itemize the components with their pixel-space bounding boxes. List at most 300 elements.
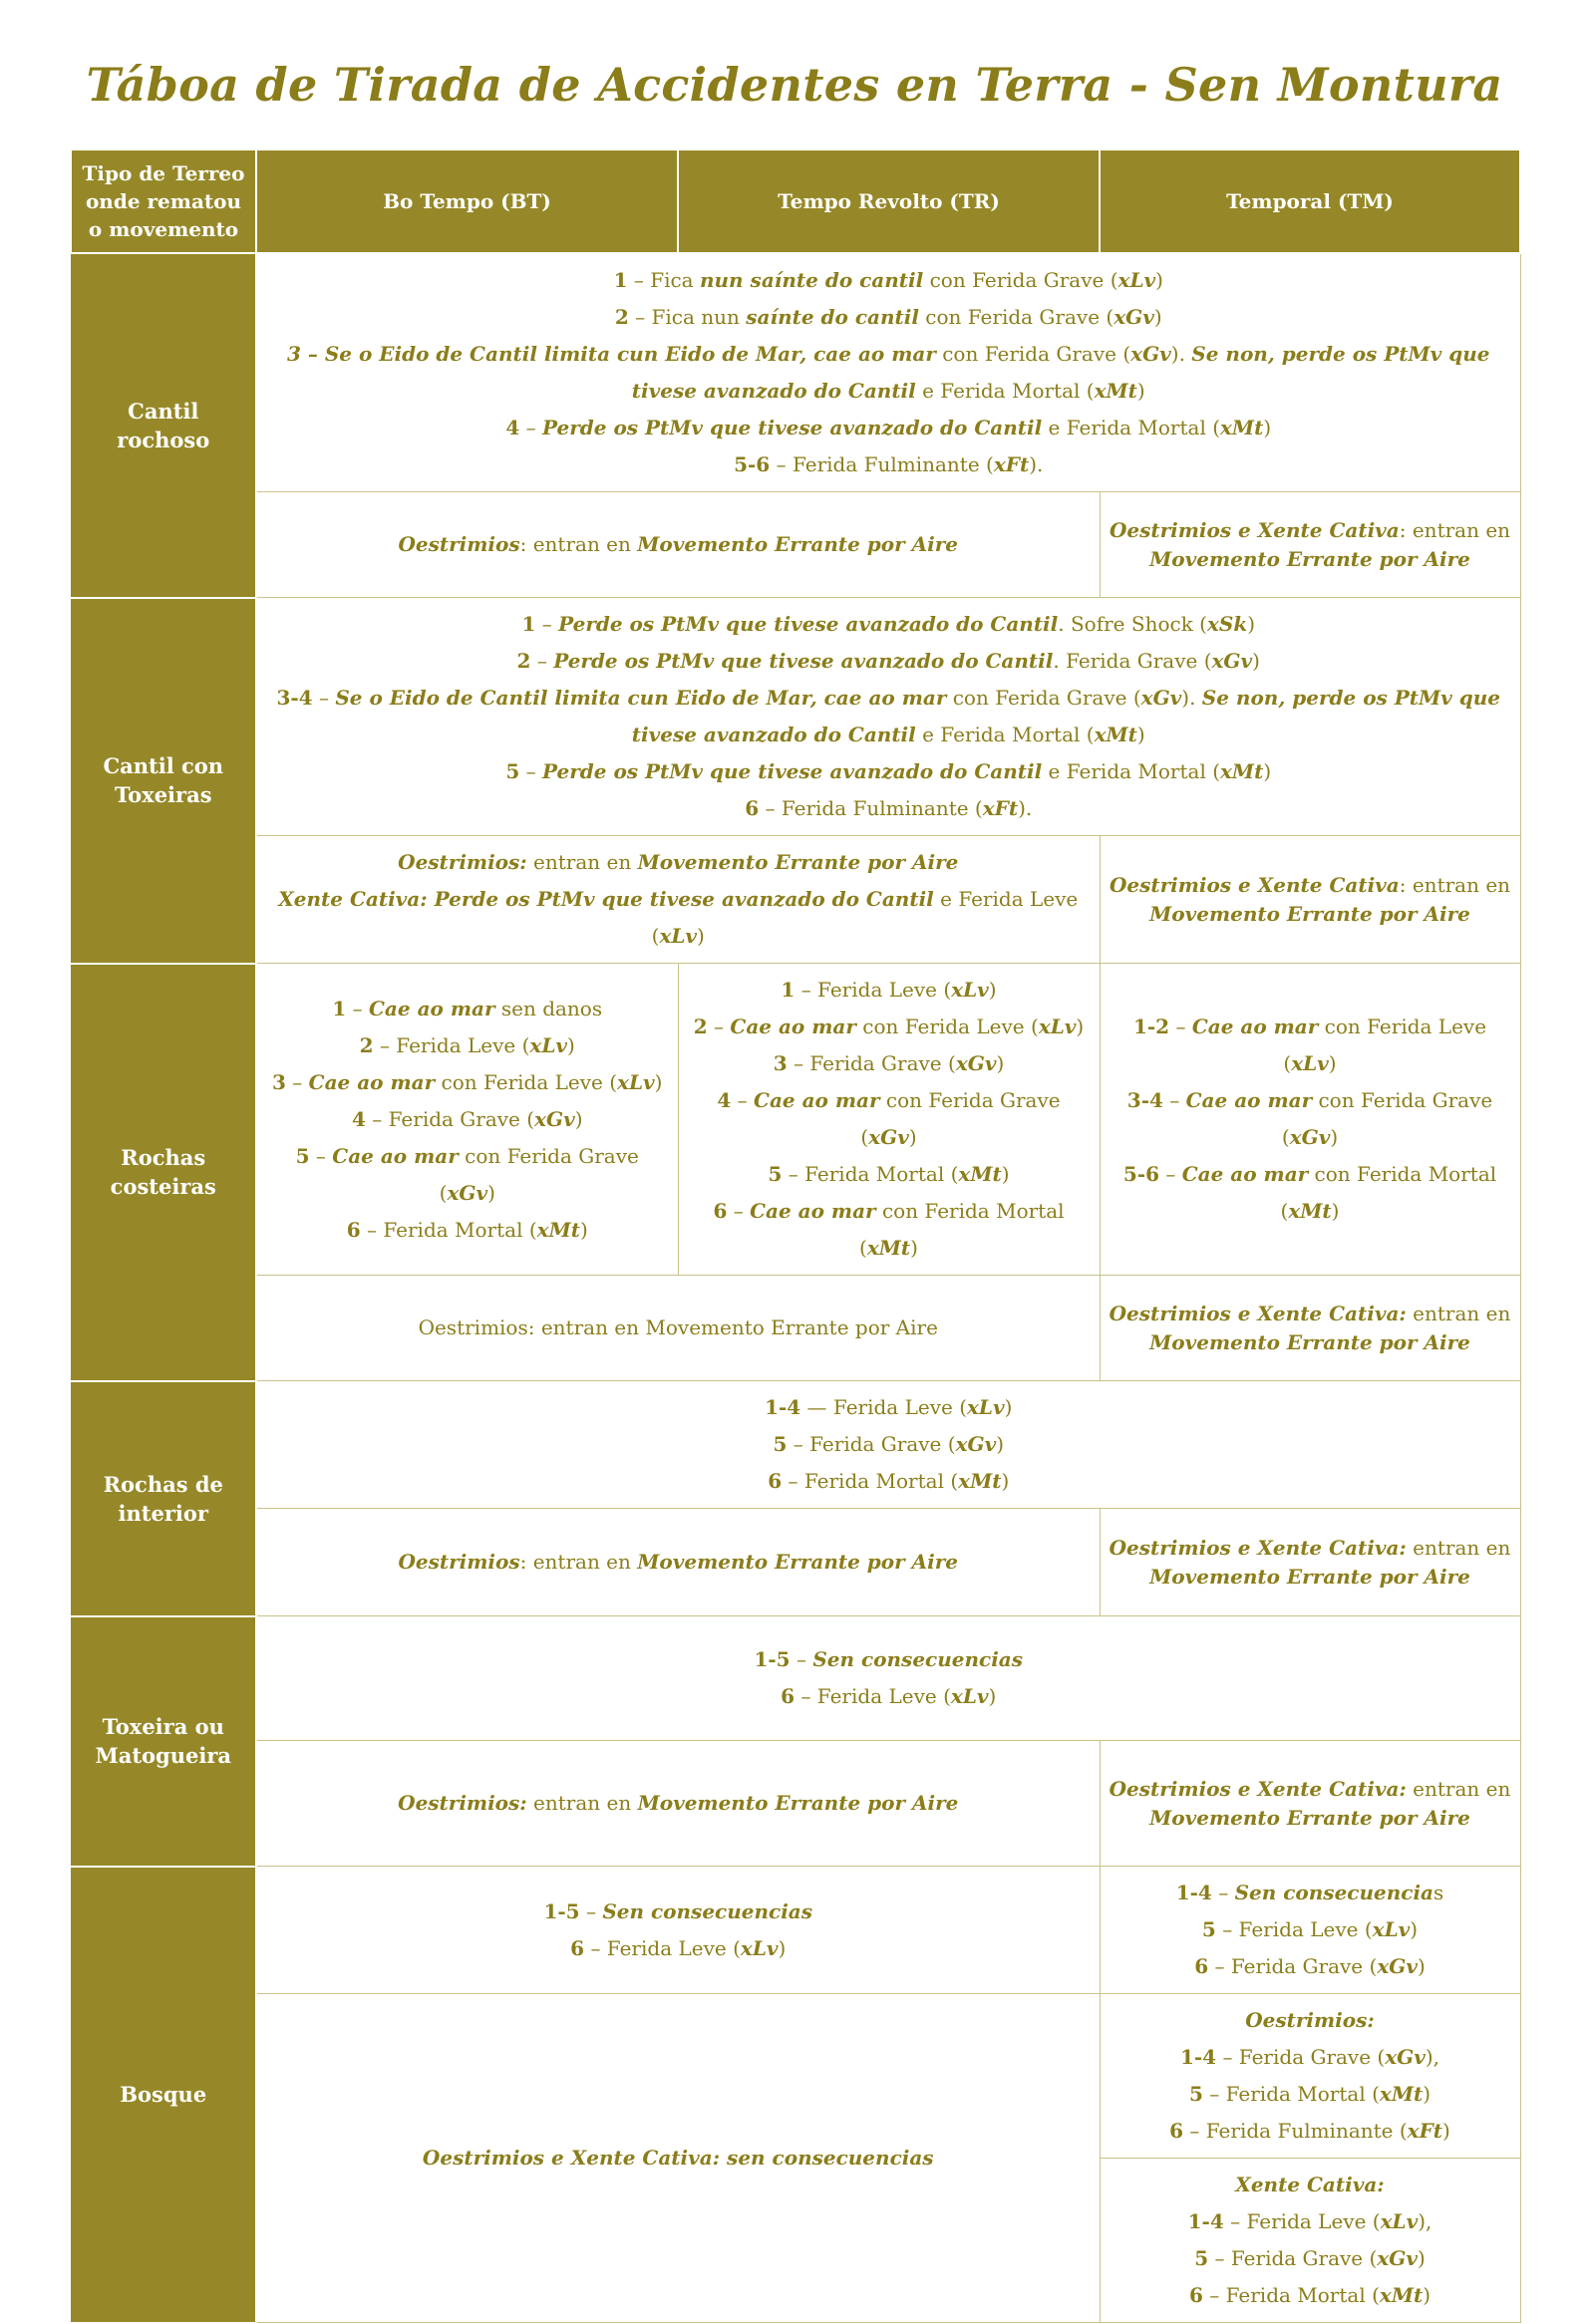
text-segment: – Ferida Fulminante ( <box>759 796 983 820</box>
text-segment: ) <box>1155 268 1163 292</box>
text-segment: xLv <box>529 1032 567 1057</box>
text-line <box>265 790 1512 827</box>
text-segment: Se non, perde os PtMv que tivese avanzado do Cantil <box>631 342 1490 403</box>
text-segment: ) <box>1330 1125 1339 1149</box>
table-row <box>71 492 1520 598</box>
cell-cantil-toxeiras-results <box>256 598 1520 836</box>
text-line <box>1109 2076 1512 2113</box>
text-line <box>687 1193 1092 1267</box>
text-segment: con Ferida Grave ( <box>935 342 1131 366</box>
text-segment: ). <box>1029 452 1044 476</box>
text-segment: xGv <box>1211 649 1253 673</box>
text-line <box>265 1930 1092 1967</box>
text-segment: ) <box>1263 759 1272 783</box>
text-segment: 6 <box>346 1217 361 1242</box>
text-segment: e Ferida Mortal ( <box>915 379 1095 403</box>
cell-cantil-rochoso-results <box>256 253 1520 492</box>
text-segment: – Ferida Grave ( <box>787 1432 956 1456</box>
text-segment: xGv <box>955 1051 997 1075</box>
text-segment: 5 <box>1194 2246 1209 2270</box>
text-line <box>265 336 1512 410</box>
text-segment: Sen consecuencia <box>1234 1881 1434 1904</box>
text-segment: entran en <box>1406 1301 1511 1325</box>
text-segment: xLv <box>740 1935 779 1960</box>
text-segment: xLv <box>951 978 989 1002</box>
cell-toxeira-results <box>256 1616 1520 1741</box>
text-segment: con Ferida Grave ( <box>946 686 1141 710</box>
text-segment: – Ferida Leve ( <box>1223 2209 1381 2233</box>
text-segment: Cae ao mar <box>1181 1162 1309 1186</box>
text-segment: Movemento Errante por Aire <box>1149 1329 1470 1354</box>
text-segment: Movemento Errante por Aire <box>637 532 959 556</box>
text-line <box>265 606 1512 643</box>
text-segment: 1-5 <box>543 1898 580 1923</box>
text-segment: xGv <box>1377 2246 1418 2270</box>
text-segment: ) <box>1417 1954 1426 1978</box>
text-segment: – <box>707 1015 731 1038</box>
text-segment: xLv <box>1372 1917 1411 1941</box>
text-segment: 3-4 <box>1126 1088 1163 1112</box>
text-segment: Perde os PtMv que tivese avanzado do Cantil <box>542 759 1043 783</box>
text-segment: ) <box>1410 1917 1419 1941</box>
text-line <box>687 1009 1092 1045</box>
table-row <box>71 1867 1520 1994</box>
text-segment: – Ferida Grave ( <box>365 1106 535 1131</box>
text-segment: xFt <box>993 452 1030 476</box>
table-row <box>71 1381 1520 1509</box>
text-segment: : entran en <box>519 1550 638 1574</box>
text-segment: Sen consecuencias <box>812 1647 1024 1671</box>
text-segment: Oestrimios: <box>1245 2008 1375 2032</box>
text-segment: Oestrimios e Xente Cativa: sen consecuencias <box>422 2146 934 2170</box>
text-segment: – <box>579 1898 603 1923</box>
text-segment: con Ferida Grave ( <box>1281 1088 1493 1149</box>
text-line <box>265 844 1092 881</box>
text-segment: : entran en <box>1399 517 1511 542</box>
text-line <box>265 753 1512 790</box>
text-segment: saínte do cantil <box>746 305 919 329</box>
accident-table <box>70 148 1521 2324</box>
text-segment: Cae ao mar <box>750 1199 876 1223</box>
page-title: Táboa de Tirada de Accidentes en Terra - Sen Montura <box>86 58 1503 112</box>
table-row <box>71 1994 1520 2159</box>
text-line <box>1109 2277 1512 2314</box>
text-line <box>265 262 1512 299</box>
text-segment: 3 <box>773 1051 788 1075</box>
text-line <box>265 881 1092 955</box>
text-line <box>265 1678 1512 1715</box>
text-line <box>1109 2203 1512 2240</box>
cell-bosque-tm <box>1100 1867 1520 1994</box>
row-label-rochas-costeiras: Rochas costeiras <box>71 964 256 1381</box>
cell-rochas-costeiras-tm <box>1100 964 1520 1276</box>
cell-toxeira-left <box>256 1741 1100 1867</box>
text-segment: xSk <box>1206 612 1248 636</box>
text-segment: – Ferida Mortal ( <box>1202 2082 1380 2106</box>
cell-cantil-toxeiras-temporal-note <box>1100 836 1520 964</box>
text-segment: – Ferida Grave ( <box>787 1051 956 1075</box>
text-segment: ). <box>1170 342 1192 366</box>
text-segment: – Fica <box>627 268 700 292</box>
text-line <box>265 1463 1512 1500</box>
text-segment: ) <box>1263 416 1272 439</box>
text-segment: ) <box>1001 1162 1010 1186</box>
cell-rochas-costeiras-temporal-note <box>1100 1276 1520 1381</box>
text-segment: con Ferida Grave ( <box>439 1143 639 1205</box>
text-line <box>1109 871 1512 900</box>
text-segment: xGv <box>1377 1954 1418 1978</box>
text-segment: – Ferida Leve ( <box>373 1032 530 1057</box>
text-segment: – <box>285 1069 309 1094</box>
text-segment: Perde os PtMv que tivese avanzado do Cantil <box>553 649 1054 673</box>
text-segment: 1-4 <box>1187 2209 1224 2233</box>
text-segment: 6 <box>1194 1954 1209 1978</box>
text-segment: con Ferida Mortal ( <box>1280 1162 1497 1223</box>
text-segment: ) <box>1136 723 1145 746</box>
text-segment: 5 <box>505 759 520 783</box>
text-segment: ) <box>1252 649 1260 673</box>
text-segment: 3 – Se o Eido de Cantil limita cun Eido de Mar, cae ao mar <box>286 342 936 366</box>
text-segment: Oestrimios e Xente Cativa: <box>1109 1301 1407 1325</box>
text-segment: – <box>346 996 370 1020</box>
text-line <box>265 1389 1512 1426</box>
text-segment: ) <box>1328 1051 1337 1075</box>
text-segment: ) <box>988 1684 997 1708</box>
text-segment: 4 <box>505 416 520 439</box>
text-segment: xLv <box>1291 1051 1329 1075</box>
text-segment: 3 <box>272 1069 286 1094</box>
text-line <box>265 1893 1092 1930</box>
cell-cantil-toxeiras-left <box>256 836 1100 964</box>
text-line <box>265 991 670 1027</box>
text-line <box>1109 2039 1512 2076</box>
text-segment: : entran en <box>1399 872 1511 897</box>
text-line <box>265 680 1512 753</box>
text-segment: s <box>1433 1881 1444 1904</box>
text-segment: con Ferida Leve ( <box>1283 1015 1487 1075</box>
row-label-rochas-interior: Rochas de interior <box>71 1381 256 1616</box>
text-segment: Oestrimios e Xente Cativa <box>1109 517 1400 542</box>
text-segment: con Ferida Mortal ( <box>859 1199 1065 1260</box>
text-segment: xGv <box>1130 342 1171 366</box>
text-segment: Movemento Errante por Aire <box>1149 1805 1470 1830</box>
text-segment: – Ferida Mortal ( <box>1202 2283 1380 2307</box>
text-segment: 1 <box>613 268 628 292</box>
text-segment: Oestrimios: entran en Movemento Errante por Aire <box>418 1315 938 1339</box>
text-segment: 3-4 <box>276 686 313 710</box>
text-segment: ) <box>1136 379 1145 403</box>
text-segment: 5-6 <box>1122 1162 1159 1186</box>
text-segment: Perde os PtMv que tivese avanzado do Cantil <box>542 416 1043 439</box>
cell-bosque-bt-tr <box>256 1867 1100 1994</box>
row-label-cantil-rochoso: Cantil rochoso <box>71 253 256 598</box>
text-segment: 5 <box>768 1162 783 1186</box>
header-terrain: Tipo de Terreo onde rematou o movemento <box>71 149 256 253</box>
text-segment: con Ferida Leve ( <box>855 1015 1039 1038</box>
text-segment: ), <box>1425 2045 1440 2069</box>
text-segment: con Ferida Leve ( <box>435 1069 618 1094</box>
text-segment: Oestrimios: <box>398 850 527 874</box>
text-segment: – Ferida Fulminante ( <box>770 452 994 476</box>
text-segment: – Ferida Leve ( <box>794 978 952 1002</box>
text-segment: xLv <box>967 1395 1005 1419</box>
text-segment: – <box>727 1199 751 1223</box>
cell-rochas-costeiras-tr <box>678 964 1100 1276</box>
text-segment: e Ferida Mortal ( <box>1042 416 1220 439</box>
text-segment: ) <box>579 1217 588 1242</box>
header-bo-tempo: Bo Tempo (BT) <box>256 149 678 253</box>
table-row <box>71 964 1520 1276</box>
text-line <box>1109 1082 1512 1156</box>
text-line <box>265 1101 670 1138</box>
text-segment: ) <box>1001 1469 1010 1493</box>
text-segment: Cae ao mar <box>308 1069 436 1094</box>
text-segment: Movemento Errante por Aire <box>637 850 959 874</box>
text-segment: con Ferida Grave ( <box>918 305 1114 329</box>
text-segment: Cae ao mar <box>332 1143 459 1168</box>
text-line <box>265 526 1092 563</box>
table-row <box>71 1276 1520 1381</box>
text-line <box>1109 1300 1512 1328</box>
row-label-cantil-toxeiras: Cantil con Toxeiras <box>71 598 256 964</box>
text-segment: 1-2 <box>1132 1015 1170 1038</box>
text-segment: ) <box>654 1069 663 1094</box>
text-segment: : entran en <box>519 532 638 556</box>
text-segment: xMt <box>536 1217 580 1242</box>
text-line <box>265 1785 1092 1822</box>
text-line <box>687 1156 1092 1193</box>
text-line <box>265 2140 1092 2177</box>
text-segment: ) <box>988 978 997 1002</box>
text-segment: Oestrimios e Xente Cativa: <box>1109 1535 1407 1560</box>
text-segment: xLv <box>659 924 698 948</box>
text-segment: xMt <box>1220 416 1264 439</box>
text-segment: 6 <box>570 1935 585 1960</box>
text-segment: 1 <box>781 978 795 1002</box>
text-line <box>1109 1009 1512 1082</box>
text-line <box>1109 1563 1512 1592</box>
text-segment: xGv <box>1385 2045 1426 2069</box>
text-segment: 4 <box>352 1106 366 1131</box>
text-segment: xLv <box>950 1684 989 1708</box>
text-segment: Oestrimios <box>398 1550 520 1574</box>
cell-cantil-rochoso-temporal-note <box>1100 492 1520 598</box>
text-segment: xMt <box>1288 1199 1332 1223</box>
text-segment: Cae ao mar <box>730 1015 856 1038</box>
header-row <box>71 149 1520 253</box>
text-segment: entran en <box>1406 1535 1511 1560</box>
text-segment: ). <box>1181 686 1202 710</box>
text-line <box>1109 1156 1512 1230</box>
text-segment: . Sofre Shock ( <box>1058 612 1207 636</box>
row-label-toxeira: Toxeira ou Matogueira <box>71 1616 256 1867</box>
text-segment: ) <box>487 1180 495 1205</box>
text-segment: ) <box>574 1106 583 1131</box>
text-line <box>265 1212 670 1249</box>
text-segment: 2 <box>516 649 531 673</box>
text-segment: ) <box>1442 2119 1450 2143</box>
text-segment: entran en <box>526 850 638 874</box>
text-segment: – <box>790 1647 813 1671</box>
text-segment: xGv <box>1113 305 1154 329</box>
text-segment: – Ferida Grave ( <box>1216 2045 1386 2069</box>
text-segment: – <box>1211 1881 1235 1904</box>
table-row <box>71 1741 1520 1867</box>
text-line <box>265 410 1512 446</box>
cell-bosque-oestrimios <box>1100 1994 1520 2159</box>
text-segment: Movemento Errante por Aire <box>637 1550 959 1574</box>
text-segment: xLv <box>1380 2209 1419 2233</box>
text-segment: ) <box>1423 2283 1431 2307</box>
text-segment: ) <box>1153 305 1162 329</box>
text-segment: Se non, perde os PtMv que tivese avanzado do Cantil <box>631 686 1501 746</box>
text-segment: Se o Eido de Cantil limita cun Eido de Mar, cae ao mar <box>335 686 947 710</box>
text-line <box>265 1027 670 1064</box>
text-line <box>265 1309 1092 1346</box>
text-line <box>1109 1948 1512 1985</box>
text-segment: 6 <box>745 796 760 820</box>
cell-rochas-costeiras-left <box>256 1276 1100 1381</box>
text-line <box>1109 1911 1512 1948</box>
text-segment: xLv <box>1038 1015 1077 1038</box>
text-line <box>687 1045 1092 1082</box>
text-segment: xLv <box>1117 268 1156 292</box>
cell-cantil-rochoso-oestrimios <box>256 492 1100 598</box>
text-segment: 5 <box>773 1432 788 1456</box>
text-segment: nun saínte do cantil <box>699 268 924 292</box>
text-segment: e Ferida Mortal ( <box>915 723 1095 746</box>
text-segment: 6 <box>1188 2283 1203 2307</box>
text-segment: – <box>530 649 554 673</box>
text-line <box>265 643 1512 680</box>
text-segment: — Ferida Leve ( <box>800 1395 967 1419</box>
text-segment: ) <box>697 924 705 948</box>
table-row <box>71 1509 1520 1616</box>
table-row <box>71 598 1520 836</box>
text-segment: ) <box>1004 1395 1013 1419</box>
text-line <box>265 1544 1092 1581</box>
text-segment: xGv <box>534 1106 575 1131</box>
text-segment: 2 <box>693 1015 708 1038</box>
text-segment: xGv <box>955 1432 997 1456</box>
text-segment: 1 <box>332 996 347 1020</box>
text-segment: xGv <box>1289 1125 1331 1149</box>
text-line <box>1109 545 1512 574</box>
header-temporal: Temporal (TM) <box>1100 149 1520 253</box>
text-segment: – <box>309 1143 333 1168</box>
text-segment: 5-6 <box>734 452 771 476</box>
text-segment: 2 <box>614 305 629 329</box>
text-segment: 5 <box>1201 1917 1216 1941</box>
text-segment: e Ferida Mortal ( <box>1042 759 1220 783</box>
text-segment: Oestrimios e Xente Cativa: <box>1109 1776 1407 1801</box>
table-row <box>71 836 1520 964</box>
text-line <box>1109 2002 1512 2039</box>
text-segment: ) <box>1423 2082 1431 2106</box>
cell-rochas-costeiras-bt <box>256 964 678 1276</box>
cell-rochas-interior-temporal-note <box>1100 1509 1520 1616</box>
text-segment: ) <box>1076 1015 1085 1038</box>
text-line <box>265 446 1512 483</box>
text-segment: – Ferida Fulminante ( <box>1183 2119 1408 2143</box>
text-segment: – <box>1169 1015 1192 1038</box>
text-segment: xMt <box>1379 2283 1424 2307</box>
text-segment: ) <box>1331 1199 1340 1223</box>
cell-toxeira-temporal-note <box>1100 1741 1520 1867</box>
cell-bosque-xente-cativa <box>1100 2159 1520 2323</box>
text-segment: Oestrimios <box>398 532 520 556</box>
text-segment: Movemento Errante por Aire <box>637 1791 959 1815</box>
text-segment: 4 <box>717 1088 732 1112</box>
text-segment: xMt <box>1094 379 1137 403</box>
text-segment: Perde os PtMv que tivese avanzado do Cantil <box>558 612 1059 636</box>
text-line <box>1109 1804 1512 1833</box>
text-segment: entran en <box>526 1791 638 1815</box>
text-segment: – Ferida Leve ( <box>584 1935 741 1960</box>
text-segment: entran en <box>1406 1776 1511 1801</box>
text-segment: – Ferida Grave ( <box>1208 1954 1378 1978</box>
text-line <box>1109 1875 1512 1911</box>
text-segment: Movemento Errante por Aire <box>1149 901 1470 926</box>
text-segment: . Ferida Grave ( <box>1053 649 1212 673</box>
text-segment: Sen consecuencias <box>602 1898 813 1923</box>
text-segment: xFt <box>1407 2119 1443 2143</box>
text-line <box>265 1138 670 1212</box>
text-line <box>1109 516 1512 545</box>
text-segment: – <box>731 1088 755 1112</box>
text-segment: e Ferida Leve ( <box>651 887 1079 948</box>
text-line <box>1109 1328 1512 1357</box>
text-segment: 5 <box>295 1143 310 1168</box>
text-segment: – <box>1159 1162 1182 1186</box>
text-segment: Movemento Errante por Aire <box>1149 546 1470 571</box>
text-segment: ) <box>778 1935 787 1960</box>
text-segment: – Ferida Leve ( <box>794 1684 951 1708</box>
text-segment: xLv <box>617 1069 655 1094</box>
text-segment: 1 <box>521 612 536 636</box>
text-segment: xGv <box>447 1180 488 1205</box>
text-line <box>1109 900 1512 929</box>
text-segment: ) <box>910 1236 918 1260</box>
text-segment: xMt <box>1379 2082 1424 2106</box>
text-segment: Xente Cativa: <box>1235 2173 1385 2196</box>
text-segment: Cae ao mar <box>1185 1088 1313 1112</box>
text-segment: ). <box>1018 796 1033 820</box>
text-segment: xMt <box>1094 723 1137 746</box>
text-line <box>1109 2167 1512 2203</box>
text-segment: xGv <box>1140 686 1182 710</box>
table-row <box>71 1616 1520 1741</box>
text-line <box>1109 1775 1512 1804</box>
text-segment: 1-4 <box>765 1395 801 1419</box>
text-line <box>265 299 1512 336</box>
text-segment: Movemento Errante por Aire <box>1149 1564 1470 1589</box>
text-segment: ) <box>1417 2246 1426 2270</box>
text-segment: – <box>535 612 559 636</box>
text-segment: 6 <box>768 1469 783 1493</box>
text-segment: – Ferida Mortal ( <box>782 1162 959 1186</box>
text-segment: 6 <box>713 1199 728 1223</box>
text-segment: 1-4 <box>1179 2045 1217 2069</box>
text-segment: ) <box>1247 612 1256 636</box>
text-segment: – <box>519 759 543 783</box>
text-line <box>687 1082 1092 1156</box>
text-segment: Cae ao mar <box>754 1088 880 1112</box>
header-tempo-revolto: Tempo Revolto (TR) <box>678 149 1100 253</box>
text-segment: xMt <box>958 1162 1002 1186</box>
table-row <box>71 253 1520 492</box>
text-segment: con Ferida Grave ( <box>923 268 1118 292</box>
